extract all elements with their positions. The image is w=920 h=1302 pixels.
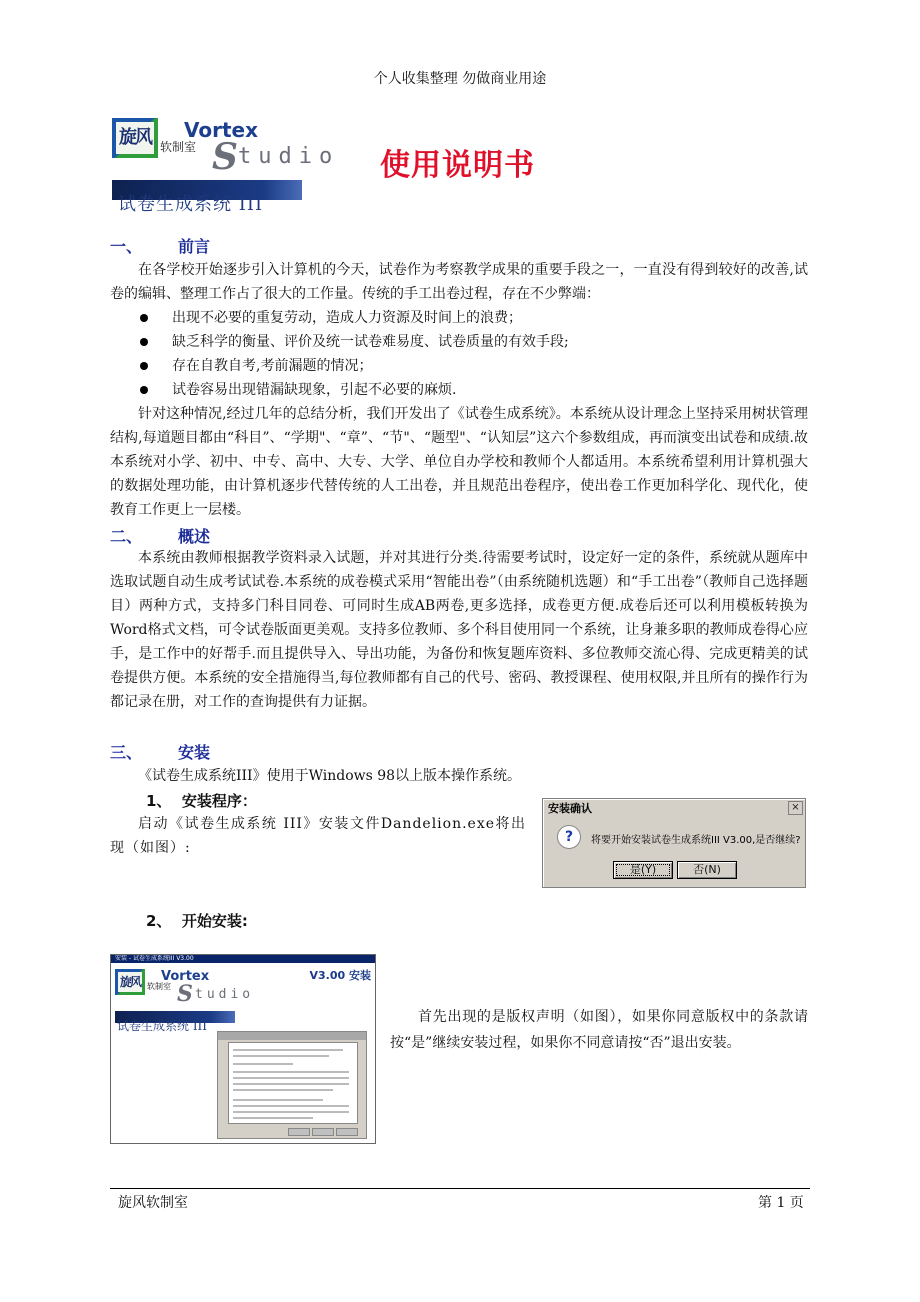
logo-studio-s: S <box>212 136 238 178</box>
section-1-number: 一、 <box>110 237 143 256</box>
section-1-intro: 在各学校开始逐步引入计算机的今天，试卷作为考察教学成果的重要手段之一，一直没有得到较好的改善,试卷的编辑、整理工作占了很大的工作量。传统的手工出卷过程，存在不少弊端： <box>110 262 808 302</box>
page-number: 第 1 页 <box>758 1195 804 1211</box>
section-1-body: 针对这种情况,经过几年的总结分析，我们开发出了《试卷生成系统》。本系统从设计理念上坚持采用树状管理结构,每道题目都由“科目”、“学期"、“章”、“节"、“题型"、“认知层”这六个参数组成，再而演变出试卷和成绩.故本系统对小学、初中、中专、高中、大专、大学、单位自办学校和教师个人都适用。本系统希望利用计算机强大的数据处理功能，由计算机逐步代替传统的人工出卷，并且规范出卷程序，使出卷工作更加科学化、现代化，使教育工作更上一层楼。 <box>110 406 808 518</box>
list-item: 存在自教自考,考前漏题的情况； <box>140 354 800 378</box>
yes-button[interactable]: 是(Y) <box>613 861 673 879</box>
installer-logo-studio: tudio <box>195 987 255 1002</box>
subsection-2-number: 2、 <box>146 912 172 930</box>
bullet-icon <box>140 314 148 322</box>
installer-logo-cn: 软制室 <box>147 982 171 991</box>
manual-title: 使用说明书 <box>380 148 535 183</box>
subsection-2-title: 开始安装: <box>181 912 248 930</box>
list-item: 试卷容易出现错漏缺现象，引起不必要的麻烦. <box>140 378 800 402</box>
section-2-title: 概述 <box>178 527 211 546</box>
section-3-title: 安装 <box>178 743 211 762</box>
section-3-number: 三、 <box>110 743 143 762</box>
section-3-heading <box>110 740 210 763</box>
logo-studio: tudio <box>238 144 340 169</box>
subsection-1-title: 安装程序： <box>181 792 257 810</box>
install-confirm-dialog <box>542 798 806 888</box>
license-panel <box>217 1031 367 1139</box>
installer-version: V3.00 安装 <box>309 969 371 982</box>
license-yes-button[interactable] <box>312 1128 334 1136</box>
bullet-icon <box>140 338 148 346</box>
list-item: 缺乏科学的衡量、评价及统一试卷难易度、试卷质量的有效手段; <box>140 330 800 354</box>
installer-logo <box>115 969 275 1033</box>
license-buttons <box>288 1128 358 1134</box>
installer-logo-subtitle: 试卷生成系统 III <box>117 1019 208 1033</box>
footer-divider <box>110 1188 810 1189</box>
section-1-heading <box>110 234 210 257</box>
license-text-area[interactable] <box>228 1042 358 1124</box>
close-icon[interactable]: × <box>788 801 803 815</box>
section-2-number: 二、 <box>110 527 143 546</box>
list-item: 出现不必要的重复劳动，造成人力资源及时间上的浪费； <box>140 306 800 330</box>
subsection-2-body: 首先出现的是版权声明（如图），如果你同意版权中的条款请按“是”继续安装过程，如果你不同意请按“否”退出安装。 <box>390 1009 808 1051</box>
section-1-title: 前言 <box>178 237 211 256</box>
subsection-1-heading <box>146 790 257 811</box>
installer-logo-emblem <box>115 969 145 995</box>
logo-cn-name: 软制室 <box>160 140 197 154</box>
section-2-heading <box>110 524 210 547</box>
installer-logo-vortex: Vortex <box>161 969 210 984</box>
logo-emblem <box>112 118 158 158</box>
section-1-bullet-list <box>140 306 800 402</box>
bullet-icon <box>140 362 148 370</box>
bullet-icon <box>140 386 148 394</box>
installer-logo-s: S <box>177 981 193 1007</box>
question-icon: ? <box>557 825 581 849</box>
license-no-button[interactable] <box>336 1128 358 1136</box>
installer-titlebar: 安装 - 试卷生成系统III V3.00 <box>111 955 376 963</box>
section-3-intro: 《试卷生成系统III》使用于Windows 98以上版本操作系统。 <box>138 768 522 784</box>
license-panel-titlebar <box>218 1032 366 1040</box>
logo-emblem-text: 旋风 <box>116 122 154 154</box>
license-back-button[interactable] <box>288 1128 310 1136</box>
footer-company: 旋风软制室 <box>118 1195 188 1211</box>
subsection-1-body: 启动《试卷生成系统 III》安装文件Dandelion.exe将出现（如图）: <box>110 816 526 856</box>
logo-vortex: Vortex <box>184 118 259 142</box>
header-note: 个人收集整理 勿做商业用途 <box>373 71 547 87</box>
company-logo <box>112 118 342 218</box>
installer-screenshot <box>110 954 376 1144</box>
installer-logo-emblem-text: 旋风 <box>118 972 142 992</box>
section-2-body: 本系统由教师根据教学资料录入试题，并对其进行分类.待需要考试时，设定好一定的条件，系统就从题库中选取试题自动生成考试试卷.本系统的成卷模式采用“智能出卷”（由系统随机选题）和“手工出卷”（教师自己选择题目）两种方式，支持多门科目同卷、可同时生成AB两卷,更多选择，成卷更方便.成卷后还可以利用模板转换为Word格式文档，可令试卷版面更美观。支持多位教师、多个科目使用同一个系统，让身兼多职的教师成卷得心应手，是工作中的好帮手.而且提供导入、导出功能，为备份和恢复题库资料、多位教师交流心得、完成更精美的试卷提供方便。本系统的安全措施得当,每位教师都有自己的代号、密码、教授课程、使用权限,并且所有的操作行为都记录在册，对工作的查询提供有力证据。 <box>110 550 808 710</box>
subsection-1-number: 1、 <box>146 792 172 810</box>
dialog-message: 将要开始安装试卷生成系统III V3.00,是否继续? <box>591 835 801 846</box>
dialog-title: 安装确认 <box>545 801 803 817</box>
no-button[interactable]: 否(N) <box>677 861 737 879</box>
logo-subtitle: 试卷生成系统 III <box>118 194 264 215</box>
subsection-2-heading <box>146 910 248 931</box>
